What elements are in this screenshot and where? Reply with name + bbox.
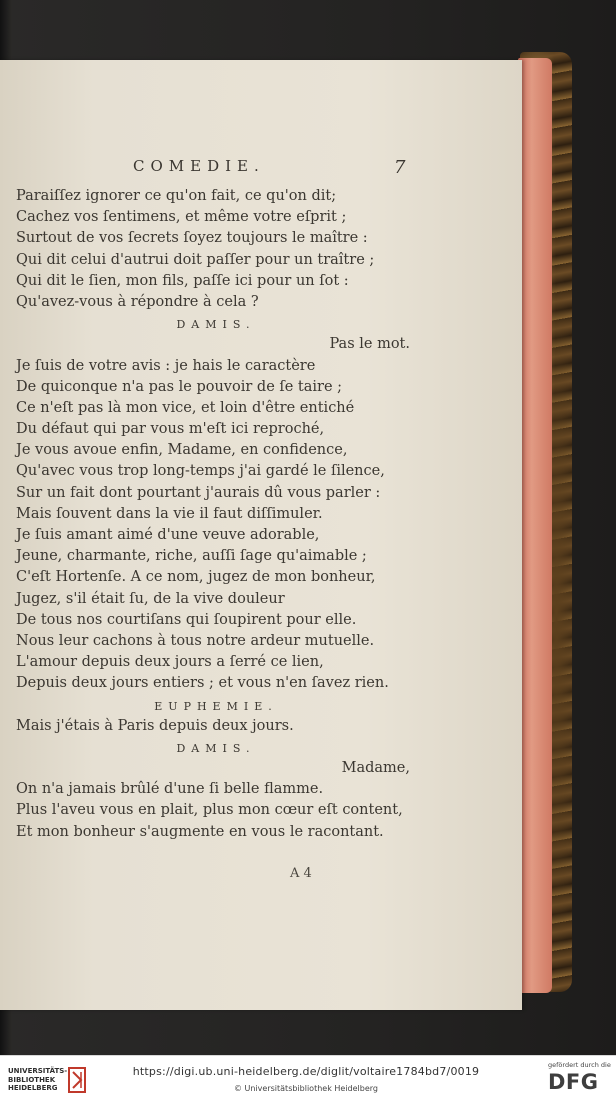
verse-line: Du défaut qui par vous m'eſt ici reproché,: [16, 421, 325, 438]
running-title: COMEDIE.: [133, 157, 265, 175]
verse-line: Qui dit celui d'autrui doit paſſer pour un traître ;: [16, 251, 375, 268]
verse-line: Nous leur cachons à tous notre ardeur mutuelle.: [16, 632, 375, 649]
verse-line: Surtout de vos ſecrets ſoyez toujours le maître :: [16, 230, 368, 247]
library-name: [8, 1067, 67, 1093]
verse-line: Jeune, charmante, riche, auſſi ſage qu'aimable ;: [16, 548, 367, 565]
verse-line: C'eſt Hortenſe. A ce nom, jugez de mon bonheur,: [16, 569, 376, 586]
verse-text: [16, 186, 416, 843]
verse-line: Paraiſſez ignorer ce qu'on fait, ce qu'on dit;: [16, 188, 337, 204]
speaker-damis: DAMIS.: [176, 318, 256, 332]
speaker-euphemie: EUPHEMIE.: [154, 699, 278, 713]
dfg-wordmark: DFG: [548, 1070, 599, 1094]
university-library-logo[interactable]: [8, 1065, 88, 1095]
funded-by-label: gefördert durch die: [548, 1061, 611, 1069]
verse-line: Depuis deux jours entiers ; et vous n'en ſavez rien.: [16, 675, 389, 692]
verse-line: Sur un fait dont pourtant j'aurais dû vous parler :: [16, 484, 381, 501]
viewer-footer: [0, 1055, 616, 1102]
verse-line: Et mon bonheur s'augmente en vous le racontant.: [16, 823, 384, 840]
copyright-notice: © Universitätsbibliothek Heidelberg: [233, 1084, 378, 1093]
library-name-line: HEIDELBERG: [8, 1084, 58, 1092]
running-head: [0, 157, 522, 181]
verse-line: Je ſuis amant aimé d'une veuve adorable,: [16, 527, 320, 543]
verse-line: Qu'avec vous trop long-temps j'ai gardé le ſilence,: [16, 463, 385, 480]
permalink-url[interactable]: https://digi.ub.uni-heidelberg.de/diglit/voltaire1784bd7/0019: [132, 1065, 480, 1078]
verse-line: Cachez vos ſentimens, et même votre eſprit ;: [16, 209, 347, 226]
verse-line: De quiconque n'a pas le pouvoir de ſe taire ;: [16, 378, 343, 395]
red-page-edges: [518, 58, 552, 993]
verse-line: Mais ſouvent dans la vie il faut diſſimuler.: [16, 505, 323, 522]
verse-line: Mais j'étais à Paris depuis deux jours.: [16, 717, 294, 734]
speaker-damis: DAMIS.: [176, 741, 256, 755]
signature-mark: A 4: [290, 866, 312, 881]
verse-line: Je vous avoue enfin, Madame, en confidence,: [16, 442, 348, 459]
verse-line: Ce n'eſt pas là mon vice, et loin d'être entiché: [16, 399, 355, 416]
verse-line: Qui dit le ſien, mon fils, paſſe ici pour un ſot :: [16, 272, 349, 289]
verse-line: De tous nos courtiſans qui ſoupirent pour elle.: [16, 611, 357, 628]
library-name-line: BIBLIOTHEK: [8, 1075, 56, 1084]
verse-line: L'amour depuis deux jours a ſerré ce lien,: [16, 654, 324, 671]
verse-line-continuation: Madame,: [341, 760, 410, 777]
library-name-line: UNIVERSITÄTS-: [8, 1067, 68, 1075]
verse-line: Plus l'aveu vous en plait, plus mon cœur eſt content,: [16, 802, 403, 819]
page-number: 7: [394, 157, 406, 178]
verse-line: Qu'avez-vous à répondre à cela ?: [16, 293, 259, 310]
verse-line: On n'a jamais brûlé d'une ſi belle flamme.: [16, 781, 324, 798]
verse-line-continuation: Pas le mot.: [329, 336, 410, 353]
verse-line: Je ſuis de votre avis : je hais le caractère: [16, 357, 316, 374]
dfg-funding-logo[interactable]: [544, 1061, 610, 1097]
heidelberg-seal-icon: [66, 1066, 88, 1094]
verse-line: Jugez, s'il était ſu, de la vive douleur: [16, 590, 285, 607]
